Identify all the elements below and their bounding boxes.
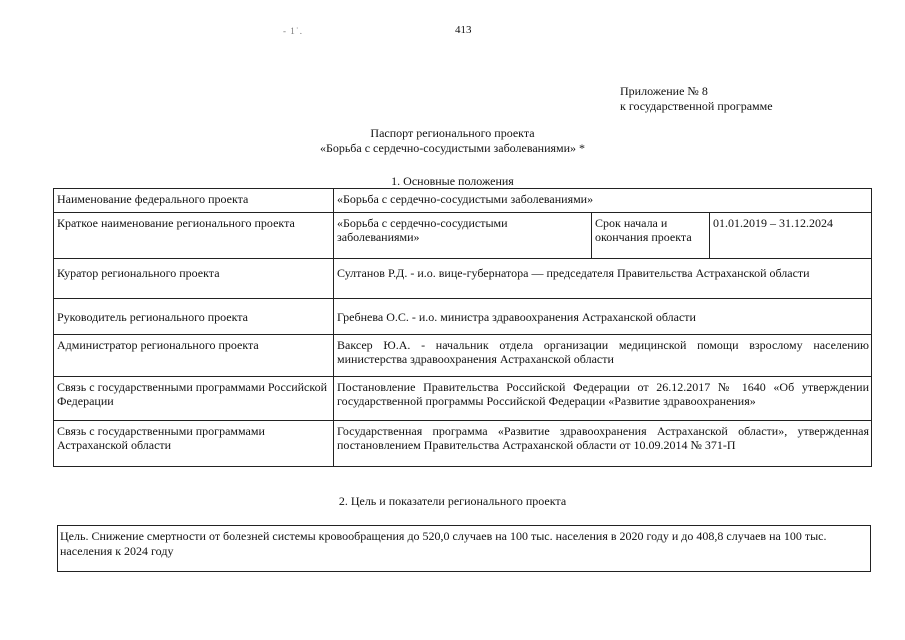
title-line-1: Паспорт регионального проекта [370,126,535,140]
section-2-heading: 2. Цель и показатели регионального проекта [338,494,567,508]
row-label-federal-programs: Связь с государственными программами Российской Федерации [54,377,334,421]
table-row [54,213,872,259]
row-value-federal-project: «Борьба с сердечно-сосудистыми заболеваниями» [334,189,872,213]
row-value-federal-programs: Постановление Правительства Российской Федерации от 26.12.2017 № 1640 «Об утверждении государственной программы Российской Федерации «Развитие здравоохранения» [334,377,872,421]
term-value: 01.01.2019 – 31.12.2024 [710,213,872,259]
row-value-head: Гребнева О.С. - и.о. министра здравоохранения Астраханской области [334,299,872,335]
row-value-short-name: «Борьба с сердечно-сосудистыми заболеваниями» [334,213,592,259]
title-line-2: «Борьба с сердечно-сосудистыми заболеваниями» * [319,141,586,155]
table-row [54,421,872,467]
goal-table [57,525,871,572]
row-value-curator: Султанов Р.Д. - и.о. вице-губернатора — председателя Правительства Астраханской области [334,259,872,299]
row-value-regional-programs: Государственная программа «Развитие здравоохранения Астраханской области», утвержденная постановлением Правительства Астраханской области от 10.09.2014 № 371-П [334,421,872,467]
row-value-administrator: Ваксер Ю.А. - начальник отдела организации медицинской помощи взрослому населению министерства здравоохранения Астраханской области [334,335,872,377]
row-label-short-name: Краткое наименование регионального проекта [54,213,334,259]
annex-caption [620,84,773,114]
table-row [54,377,872,421]
table-row [54,189,872,213]
table-row [54,259,872,299]
term-label: Срок начала и окончания проекта [592,213,710,259]
row-label-regional-programs: Связь с государственными программами Астраханской области [54,421,334,467]
row-label-head: Руководитель регионального проекта [54,299,334,335]
row-label-administrator: Администратор регионального проекта [54,335,334,377]
table-row [54,299,872,335]
passport-table [53,188,872,467]
annex-reference: к государственной программе [620,99,773,113]
table-row [58,526,871,572]
section-1-heading: 1. Основные положения [391,174,514,188]
scan-artifact: - 1˙. [283,26,303,36]
row-label-federal-project: Наименование федерального проекта [54,189,334,213]
annex-number: Приложение № 8 [620,84,708,98]
table-row [54,335,872,377]
page-number: 413 [455,24,472,36]
document-title [0,126,905,156]
row-label-curator: Куратор регионального проекта [54,259,334,299]
goal-text: Цель. Снижение смертности от болезней системы кровообращения до 520,0 случаев на 100 тыс. населения в 2020 году и до 408,8 случаев на 100 тыс. населения к 2024 году [58,526,871,572]
